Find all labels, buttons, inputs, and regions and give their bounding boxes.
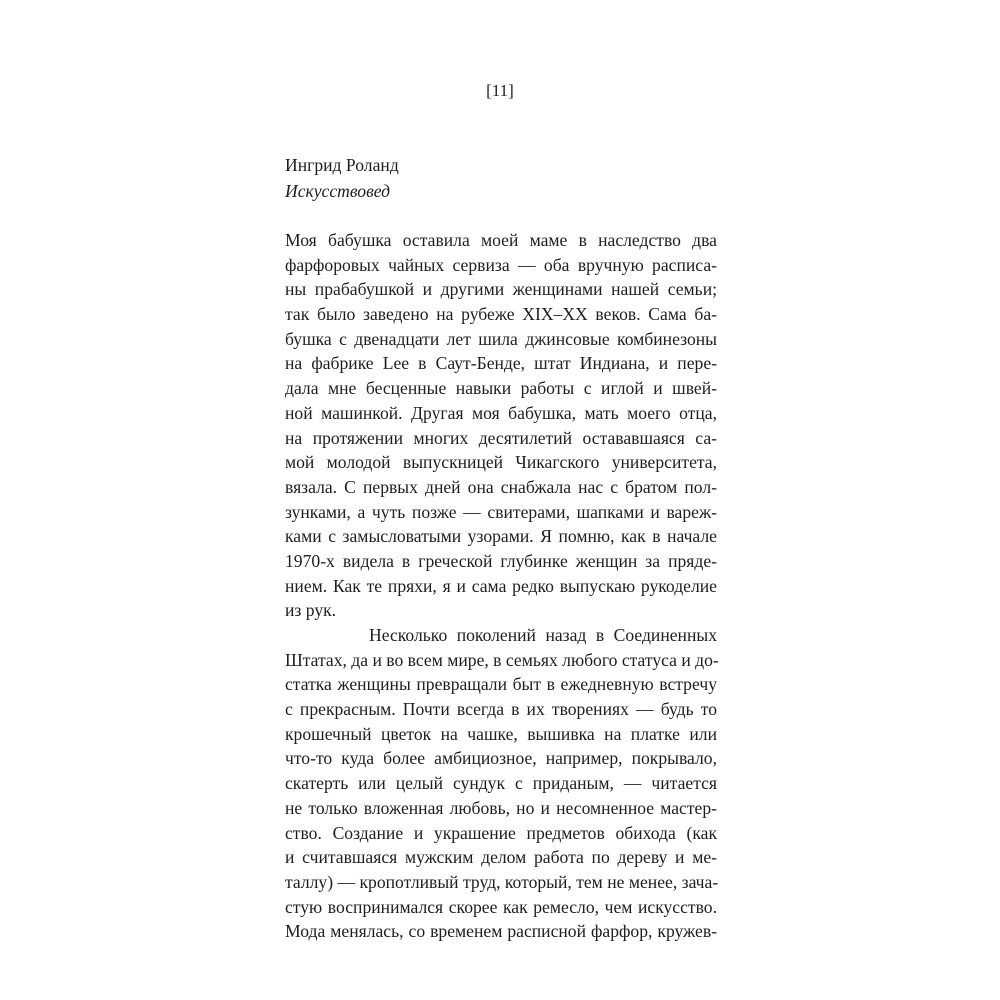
- text-line: что-то куда более амбициозное, например, покрывало,: [285, 748, 717, 769]
- text-line: Штатах, да и во всем мире, в семьях любого статуса и до-: [285, 649, 719, 670]
- text-line: из рук.: [285, 600, 337, 621]
- text-line: 1970-х видела в греческой глубинке женщин за пряде-: [285, 550, 717, 571]
- text-line: Моя бабушка оставила моей маме в наследство два: [285, 230, 717, 250]
- text-line: скатерть или целый сундук с приданым, — читается: [285, 773, 717, 794]
- text-line: зунками, а чуть позже — свитерами, шапками и вареж-: [285, 501, 717, 522]
- text-line: и считавшаяся мужским делом работа по дереву и ме-: [285, 847, 717, 868]
- text-line: фарфоровых чайных сервиза — оба вручную расписа-: [285, 254, 717, 275]
- body-text: [285, 228, 717, 944]
- text-line: вязала. С первых дней она снабжала нас с братом пол-: [285, 476, 717, 497]
- text-line: статка женщины превращали быт в ежедневную встречу: [285, 674, 717, 695]
- author-name: Ингрид Роланд: [285, 155, 399, 175]
- paragraph-1: [285, 228, 717, 623]
- text-line: ной машинкой. Другая моя бабушка, мать моего отца,: [285, 402, 717, 423]
- text-line: на фабрике Lee в Саут-Бенде, штат Индиана, и пере-: [285, 353, 717, 374]
- text-line: таллу) — кропотливый труд, который, тем не менее, зача-: [285, 871, 719, 892]
- text-line: ками с замысловатыми узорами. Я помню, как в начале: [285, 526, 717, 547]
- text-line: мой молодой выпускницей Чикагского университета,: [285, 452, 717, 473]
- paragraph-2: [285, 623, 717, 944]
- text-line: Мода менялась, со временем расписной фарфор, кружев-: [285, 921, 717, 942]
- page-number: [11]: [486, 81, 514, 100]
- text-line: стую воспринимался скорее как ремесло, чем искусство.: [285, 896, 717, 917]
- text-line: Несколько поколений назад в Соединенных: [369, 625, 717, 645]
- text-line: ство. Создание и украшение предметов обихода (как: [285, 822, 717, 843]
- author-role: Искусствовед: [285, 181, 390, 201]
- text-line: так было заведено на рубеже XIX–XX веков. Сама ба-: [285, 304, 717, 325]
- text-line: на протяжении многих десятилетий остававшаяся са-: [285, 427, 717, 448]
- text-line: бушка с двенадцати лет шила джинсовые комбинезоны: [285, 328, 717, 349]
- text-line: не только вложенная любовь, но и несомненное мастер-: [285, 797, 717, 818]
- author-block: [285, 152, 717, 204]
- text-line: с прекрасным. Почти всегда в их творениях — будь то: [285, 699, 717, 720]
- text-line: ны прабабушкой и другими женщинами нашей семьи;: [285, 279, 717, 300]
- text-line: крошечный цветок на чашке, вышивка на платке или: [285, 723, 717, 744]
- text-line: дала мне бесценные навыки работы с иглой и швей-: [285, 378, 717, 399]
- text-line: нием. Как те пряхи, я и сама редко выпускаю рукоделие: [285, 575, 717, 596]
